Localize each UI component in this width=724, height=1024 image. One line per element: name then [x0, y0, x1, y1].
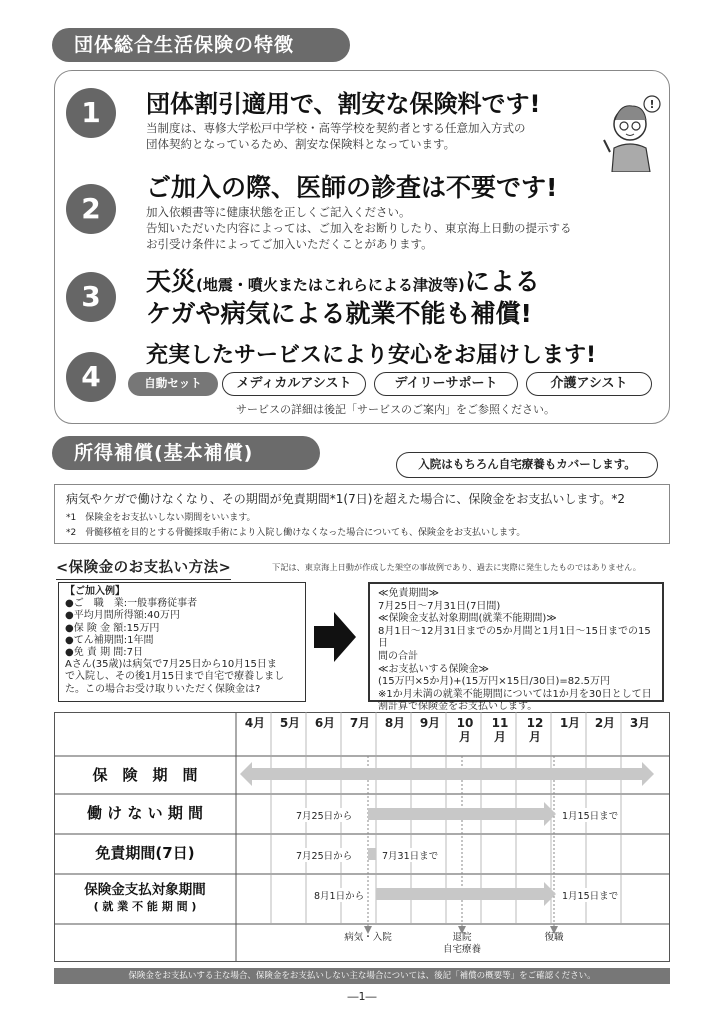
month-label: 7月	[349, 716, 371, 730]
ann-exempt-from: 7月25日から	[294, 848, 354, 862]
feature-1-desc-line2: 団体契約となっているため、割安な保険料となっています。	[146, 137, 456, 151]
right-arrow-icon	[314, 612, 356, 662]
feature-4-title: 充実したサービスにより安心をお届けします!	[146, 343, 597, 368]
page-number: ―1―	[347, 990, 377, 1003]
disclaimer: 下記は、東京海上日動が作成した架空の事故例であり、過去に実際に発生したものではありません。	[272, 562, 641, 572]
feature-3-title-a: 天災	[146, 267, 197, 296]
event-discharge: 退院	[452, 932, 472, 943]
ann-payment-to: 1月15日まで	[560, 888, 620, 902]
chip-care-assist[interactable]: 介護アシスト	[526, 372, 652, 396]
ann-payment-from: 8月1日から	[312, 888, 366, 902]
example-line-4: ●保 険 金 額:15万円	[65, 622, 160, 634]
payment-title: <保険金のお支払い方法>	[56, 556, 231, 577]
event-home-care: 自宅療養	[442, 944, 481, 955]
month-label: 4月	[244, 716, 266, 730]
section-title-features: 団体総合生活保険の特徴	[52, 28, 350, 62]
example-line-6: ●免 責 期 間:7日	[65, 647, 143, 659]
footer-note: 保険金をお支払いする主な場合、保険金をお支払いしない主な場合については、後記「補償の概要等」をご確認ください。	[54, 968, 670, 984]
example-line-2: ●ご 職 業:一般事務従事者	[65, 598, 198, 610]
row-label-unable-to-work: 働 け な い 期 間	[86, 804, 204, 822]
feature-number-4: 4	[66, 352, 116, 402]
ann-exempt-to: 7月31日まで	[380, 848, 440, 862]
calc-line-2: 7月25日〜7月31日(7日間)	[378, 600, 501, 612]
feature-2-title: ご加入の際、医師の診査は不要です!	[146, 173, 558, 202]
feature-2-desc-line2: 告知いただいた内容によっては、ご加入をお断りしたり、東京海上日動の提示する	[146, 221, 572, 235]
notes-footnote-2: *2 骨髄移植を目的とする骨髄採取手術により入院し働けなくなった場合についても、保険金をお支払いします。	[66, 528, 526, 538]
month-label: 9月	[419, 716, 441, 730]
event-illness-hospitalization: 病気・入院	[344, 932, 392, 943]
feature-2-desc-line3: お引受け条件によってご加入いただくことがあります。	[146, 237, 433, 251]
calc-line-6: ≪お支払いする保険金≫	[378, 663, 489, 675]
month-label: 5月	[279, 716, 301, 730]
calc-line-7: (15万円×5か月)+(15万円×15日/30日)=82.5万円	[378, 676, 611, 688]
example-line-5: ●てん補期間:1年間	[65, 634, 154, 646]
month-label: 8月	[384, 716, 406, 730]
feature-2-desc-line1: 加入依頼書等に健康状態を正しくご記入ください。	[146, 205, 411, 219]
month-label: 3月	[629, 716, 651, 730]
feature-number-1: 1	[66, 88, 116, 138]
calc-line-3: ≪保険金支払対象期間(就業不能期間)≫	[378, 613, 557, 625]
chip-medical-assist[interactable]: メディカルアシスト	[222, 372, 366, 396]
svg-text:!: !	[649, 98, 655, 111]
month-label: 1月	[559, 716, 581, 730]
example-line-3: ●平均月間所得額:40万円	[65, 610, 180, 622]
feature-3-title-b: (地震・噴火またはこれらによる津波等)	[196, 276, 465, 294]
chip-daily-support[interactable]: デイリーサポート	[374, 372, 518, 396]
example-line-9: た。この場合お受け取りいただく保険金は?	[65, 683, 261, 695]
feature-1-desc-line1: 当制度は、専修大学松戸中学校・高等学校を契約者とする任意加入方式の	[146, 121, 526, 135]
month-label: 11月	[491, 716, 509, 744]
row-label-insurance-period: 保 険 期 間	[92, 766, 198, 784]
feature-4-note: サービスの詳細は後記「サービスのご案内」をご参照ください。	[236, 403, 555, 416]
example-line-1: 【ご加入例】	[65, 586, 125, 597]
feature-number-2: 2	[66, 184, 116, 234]
month-label: 2月	[594, 716, 616, 730]
character-illustration	[600, 90, 664, 172]
calc-line-8: ※1か月未満の就業不能期間については1か月を30日として日	[378, 688, 652, 700]
calc-line-1: ≪免責期間≫	[378, 588, 439, 599]
ann-unable-from: 7月25日から	[294, 808, 354, 822]
event-return-to-work: 復職	[544, 932, 564, 943]
month-label: 6月	[314, 716, 336, 730]
calculation-box	[368, 582, 664, 713]
feature-3-title-line1	[146, 262, 540, 298]
month-label: 10月	[456, 716, 474, 744]
calc-line-4: 8月1日〜12月31日までの5か月間と1月1日〜15日までの15日	[378, 625, 651, 650]
notes-footnote-1: *1 保険金をお支払いしない期間をいいます。	[66, 513, 256, 523]
example-line-7: Aさん(35歳)は病気で7月25日から10月15日ま	[65, 659, 277, 671]
row-label-exemption-period: 免責期間(7日)	[95, 844, 195, 862]
ann-unable-to: 1月15日まで	[560, 808, 620, 822]
section-title-income: 所得補償(基本補償)	[52, 436, 320, 470]
month-label: 12月	[526, 716, 544, 744]
row-label-payment-period-sub: ( 就 業 不 能 期 間 )	[93, 900, 197, 913]
notes-main: 病気やケガで働けなくなり、その期間が免責期間*1(7日)を超えた場合に、保険金をお支払いします。*2	[66, 492, 626, 506]
calc-line-9: 割計算で保険金をお支払いします。	[378, 701, 538, 713]
feature-1-title: 団体割引適用で、割安な保険料です!	[146, 90, 541, 118]
chip-auto-set: 自動セット	[128, 372, 218, 396]
example-box	[58, 582, 306, 702]
bubble-callout: 入院はもちろん自宅療養もカバーします。	[396, 452, 658, 478]
calc-line-5: 間の合計	[378, 650, 418, 662]
example-line-8: で入院し、その後1月15日まで自宅で療養しまし	[65, 671, 285, 683]
row-label-payment-period: 保険金支払対象期間	[84, 882, 206, 898]
timeline-graphics	[54, 712, 670, 962]
feature-3-title-c: による	[464, 267, 540, 296]
feature-3-title-line2: ケガや病気による就業不能も補償!	[146, 299, 532, 328]
feature-number-3: 3	[66, 272, 116, 322]
